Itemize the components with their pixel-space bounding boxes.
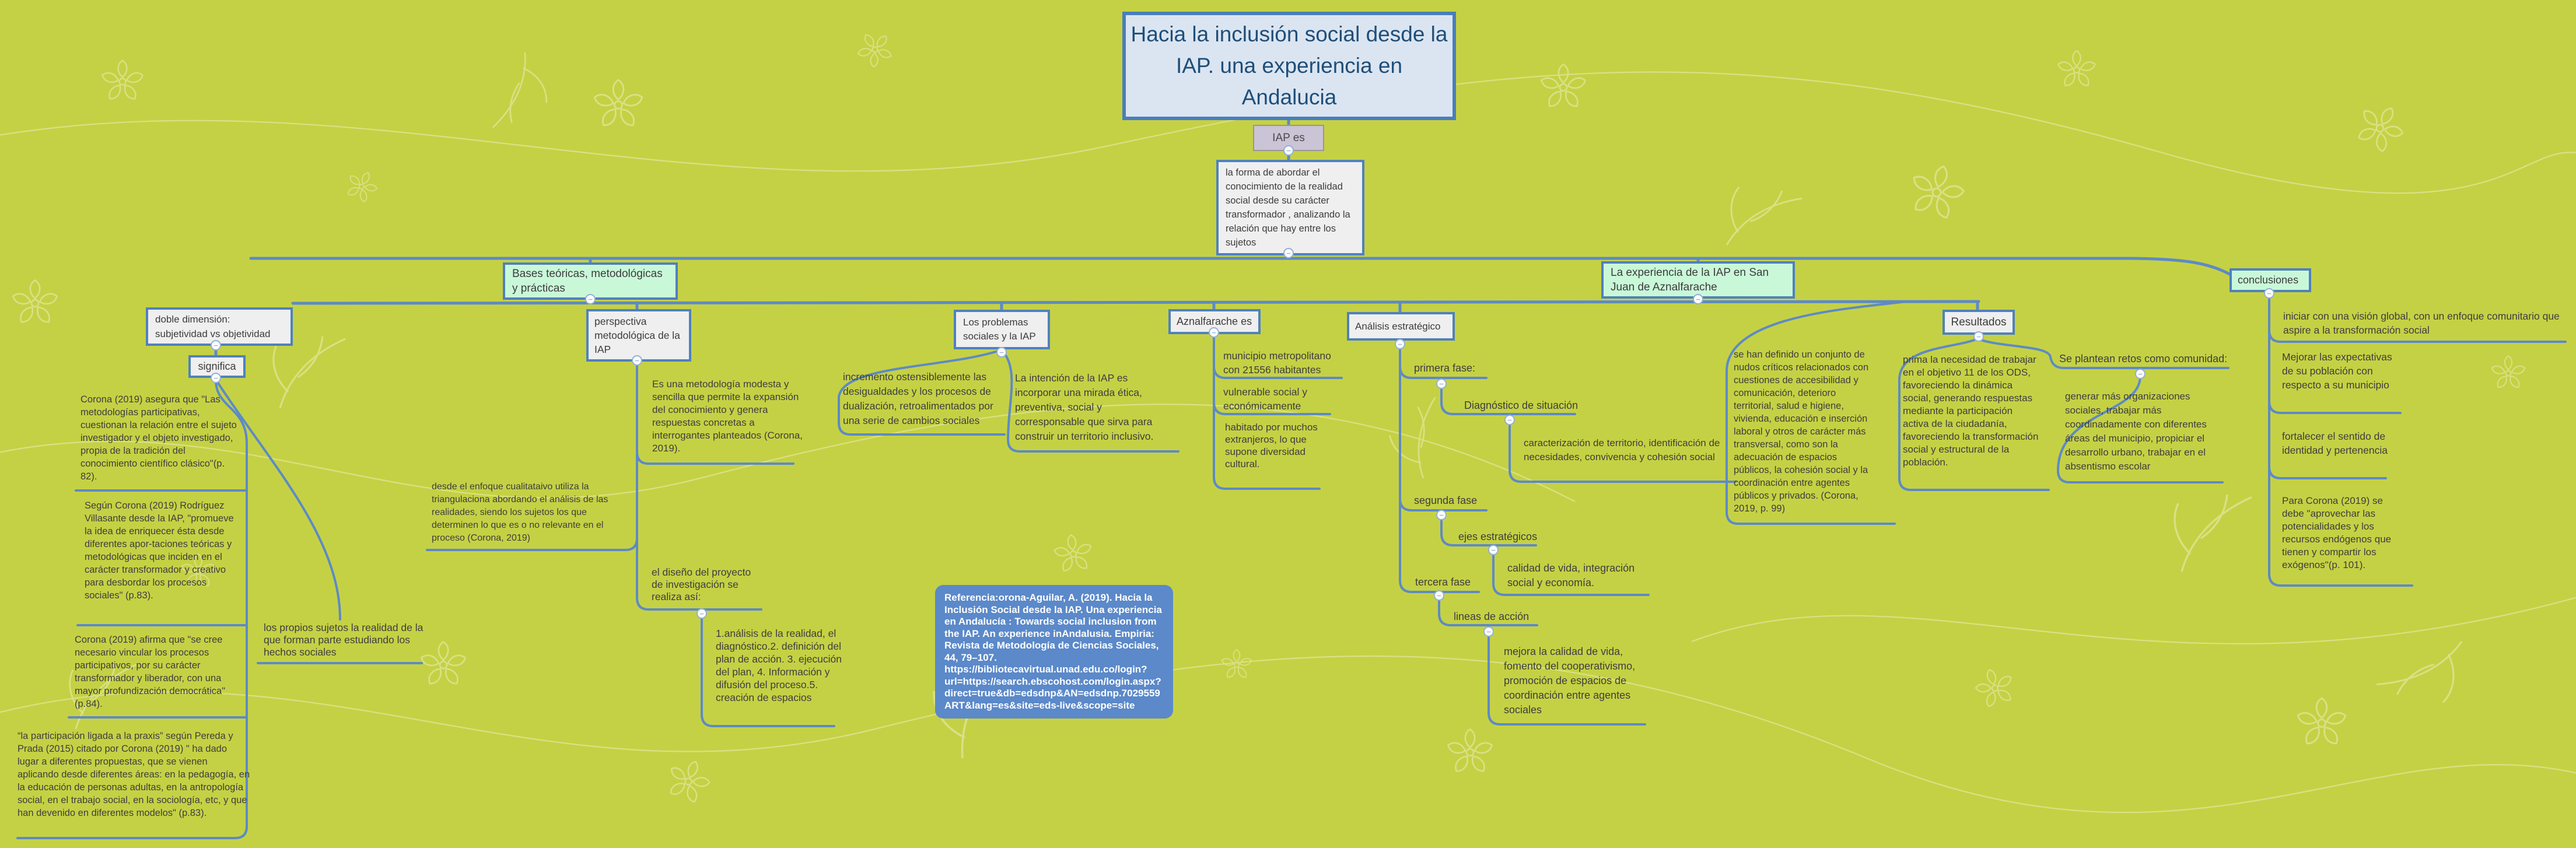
minus-icon: − xyxy=(1212,328,1216,337)
leaf-municipio[interactable]: municipio metropolitano con 21556 habitantes xyxy=(1223,350,1331,376)
label-retos-comunidad[interactable]: Se plantean retos como comunidad: xyxy=(2059,353,2228,365)
collapse-button[interactable] xyxy=(2135,369,2146,379)
quote-corona-afirma[interactable]: Corona (2019) afirma que "se cree necesario vincular los procesos participativos, por su carácter transformador y liberador, con una mayor profundización democrática"(p.84). xyxy=(75,635,226,709)
leaf-habitado-extranjeros[interactable]: habitado por muchos extranjeros, lo que supone diversidad cultural. xyxy=(1225,422,1318,469)
leaf-intencion-iap[interactable]: La intención de la IAP es incorporar una mirada ética, preventiva, social y corresponsable que sirva para construir un territorio inclusivo. xyxy=(1015,372,1154,442)
minus-icon: − xyxy=(2267,289,2272,298)
leaf-metodologia-modesta[interactable]: Es una metodología modesta y sencilla que permite la expansión del conocimiento y genera respuestas concretas a interrogantes planteados (Corona, 2019). xyxy=(652,379,803,454)
collapse-button[interactable] xyxy=(1436,510,1447,520)
branch-conclusiones[interactable]: conclusiones xyxy=(2230,268,2311,292)
minus-icon: − xyxy=(699,609,704,618)
quote-praxis[interactable]: “la participación ligada a la praxis” según Pereda y Prada (2015) citado por Corona (2019) " ha dado lugar a diferentes propuestas, que se vienen aplicando desde diferentes áreas: en la pedagogía, en la educación de personas adultas, en la antropología social, en el trabajo social, en la sociología, etc, y que han devenido en diferentes modelos" (p.83). xyxy=(18,731,250,818)
label-primera-fase[interactable]: primera fase: xyxy=(1414,362,1476,374)
collapse-button[interactable] xyxy=(1434,590,1444,601)
collapse-button[interactable] xyxy=(696,608,707,619)
minus-icon: − xyxy=(1491,545,1496,555)
collapse-button[interactable] xyxy=(1973,331,1984,342)
minus-icon: − xyxy=(1398,339,1402,349)
minus-icon: − xyxy=(214,373,218,383)
leaf-nudos-criticos[interactable]: se han definido un conjunto de nudos críticos relacionados con cuestiones de accesibilidad y comunicación, deterioro territorial, salud e higiene, vivienda, educación e inserción laboral y otros de carácter más transversal, como son la adecuación de espacios públicos, la cohesión social y la coordinación entre agentes públicos y privados. (Corona, 2019, p. 99) xyxy=(1734,349,1869,514)
quote-segun-corona[interactable]: Según Corona (2019) Rodríguez Villasante desde la IAP, "promueve la idea de enriquecer ésta desde diferentes apor-taciones teóricas y metodológicas que inciden en el carácter transformador y creativo para desbordar los procesos sociales" (p.83). xyxy=(85,500,234,601)
collapse-button[interactable] xyxy=(1283,145,1294,156)
label-tercera-fase[interactable]: tercera fase xyxy=(1415,576,1471,588)
label-diagnostico[interactable]: Diagnóstico de situación xyxy=(1464,400,1578,411)
label-lineas-accion[interactable]: lineas de acción xyxy=(1454,611,1530,622)
branch-bases-teoricas[interactable]: Bases teóricas, metodológicas y prácticas xyxy=(503,262,678,300)
minus-icon: − xyxy=(1286,248,1291,258)
leaf-mejorar-expectativas[interactable]: Mejorar las expectativas de su población con respecto a su municipio xyxy=(2282,351,2392,391)
label-segunda-fase[interactable]: segunda fase xyxy=(1414,495,1478,506)
minus-icon: − xyxy=(1286,146,1291,155)
minus-icon: − xyxy=(1439,510,1444,520)
leaf-iniciar-vision[interactable]: iniciar con una visión global, con un enfoque comunitario que aspire a la transformación social xyxy=(2283,310,2560,336)
node-resultados[interactable]: Resultados xyxy=(1943,310,2015,335)
node-iap-definition[interactable]: la forma de abordar el conocimiento de la realidad social desde su carácter transformador , analizando la relación que hay entre los sujetos xyxy=(1216,160,1364,255)
node-aznalfarache[interactable]: Aznalfarache es xyxy=(1168,309,1261,334)
node-problemas-sociales[interactable]: Los problemas sociales y la IAP xyxy=(954,310,1050,349)
leaf-generar-organizaciones[interactable]: generar más organizaciones sociales, trabajar más coordinadamente con diferentes áreas del municipio, propiciar el desarrollo urbano, trabajar en el absentismo escolar xyxy=(2065,391,2207,472)
node-perspectiva-metodologica[interactable]: perspectiva metodológica de la IAP xyxy=(586,309,691,362)
collapse-button[interactable] xyxy=(1693,294,1703,304)
node-analisis-estrategico[interactable]: Análisis estratégico xyxy=(1347,312,1455,341)
leaf-caracterizacion[interactable]: caracterización de territorio, identificación de necesidades, convivencia y cohesión social xyxy=(1524,437,1720,462)
leaf-diseno-proyecto[interactable]: el diseño del proyecto de investigación se realiza así: xyxy=(652,566,751,602)
collapse-button[interactable] xyxy=(632,355,642,366)
collapse-button[interactable] xyxy=(585,294,596,304)
quote-corona-asegura[interactable]: Corona (2019) asegura que "Las metodologías participativas, cuestionan la relación entre el sujeto investigador y el objeto investigado, propia de la tradición del conocimiento científico clásico"(p. 82). xyxy=(80,394,237,482)
node-doble-dimension[interactable]: doble dimensión: subjetividad vs objetividad xyxy=(146,307,293,346)
branch-experiencia[interactable]: La experiencia de la IAP en San Juan de Aznalfarache xyxy=(1601,261,1795,299)
minus-icon: − xyxy=(1507,415,1512,425)
central-topic[interactable]: Hacia la inclusión social desde la IAP. una experiencia en Andalucia xyxy=(1122,12,1456,120)
leaf-propios-sujetos[interactable]: los propios sujetos la realidad de la que forman parte estudiando los hechos sociales xyxy=(264,622,424,658)
collapse-button[interactable] xyxy=(1436,379,1447,389)
minus-icon: − xyxy=(1486,627,1491,636)
minus-icon: − xyxy=(1437,591,1441,600)
leaf-incremento-desigualdades[interactable]: incremento ostensiblemente las desigualdades y los procesos de dualización, retroalimentados por una serie de cambios sociales xyxy=(843,371,993,426)
collapse-button[interactable] xyxy=(2264,288,2274,299)
collapse-button[interactable] xyxy=(1283,248,1294,258)
minus-icon: − xyxy=(1976,332,1981,341)
collapse-button[interactable] xyxy=(211,373,221,383)
minus-icon: − xyxy=(635,356,639,365)
label-ejes-estrategicos[interactable]: ejes estratégicos xyxy=(1458,531,1538,542)
leaf-fortalecer-identidad[interactable]: fortalecer el sentido de identidad y pertenencia xyxy=(2282,430,2388,456)
reference-note[interactable]: Referencia:orona-Aguilar, A. (2019). Hacia la Inclusión Social desde la IAP. Una experiencia en Andalucía : Towards social inclusion from the IAP. An experience inAndalusia. Empiria: Revista de Metodología de Ciencias Sociales, 44, 79–107. https://bibliotecavirtual.unad.edu.co/login?url=https://search.ebscohost.com/login.aspx?direct=true&db=edsdnp&AN=edsdnp.7029559ART&lang=es&site=eds-live&scope=site xyxy=(935,585,1173,719)
minus-icon: − xyxy=(214,341,218,350)
leaf-enfoque-cualitativo[interactable]: desde el enfoque cualitataivo utiliza la triangulaciona abordando el análisis de las realidades, siendo los sujetos los que determinen lo que es o no relevante en el proceso (Corona, 2019) xyxy=(432,482,608,543)
collapse-button[interactable] xyxy=(1209,327,1219,338)
collapse-button[interactable] xyxy=(1504,415,1515,425)
leaf-prima-necesidad[interactable]: prima la necesidad de trabajar en el objetivo 11 de los ODS, favoreciendo la dinámica social, generando respuestas mediante la participación activa de la ciudadanía, favoreciendo la transformación social y estructural de la población. xyxy=(1903,354,2039,468)
leaf-pasos-investigacion[interactable]: 1.análisis de la realidad, el diagnóstico.2. definición del plan de acción. 3. ejecución del plan, 4. Información y difusión del proceso.5. creación de espacios xyxy=(716,628,842,703)
minus-icon: − xyxy=(999,348,1004,357)
node-iap-es[interactable]: IAP es xyxy=(1253,125,1324,151)
minus-icon: − xyxy=(588,295,593,304)
collapse-button[interactable] xyxy=(1488,545,1499,555)
collapse-button[interactable] xyxy=(1395,339,1405,349)
collapse-button[interactable] xyxy=(1483,626,1494,637)
collapse-button[interactable] xyxy=(211,340,221,351)
minus-icon: − xyxy=(1696,295,1700,304)
collapse-button[interactable] xyxy=(996,347,1007,358)
leaf-para-corona-aprovechar[interactable]: Para Corona (2019) se debe "aprovechar las potencialidades y los recursos endógenos que tienen y compartir los exógenos"(p. 101). xyxy=(2282,495,2392,570)
minus-icon: − xyxy=(1439,379,1444,388)
node-significa[interactable]: significa xyxy=(188,355,246,378)
leaf-vulnerable[interactable]: vulnerable social y económicamente xyxy=(1223,386,1307,412)
leaf-mejora-calidad[interactable]: mejora la calidad de vida, fomento del cooperativismo, promoción de espacios de coordinación entre agentes sociales xyxy=(1504,646,1636,716)
minus-icon: − xyxy=(2138,369,2143,379)
leaf-calidad-vida[interactable]: calidad de vida, integración social y economía. xyxy=(1507,562,1635,588)
